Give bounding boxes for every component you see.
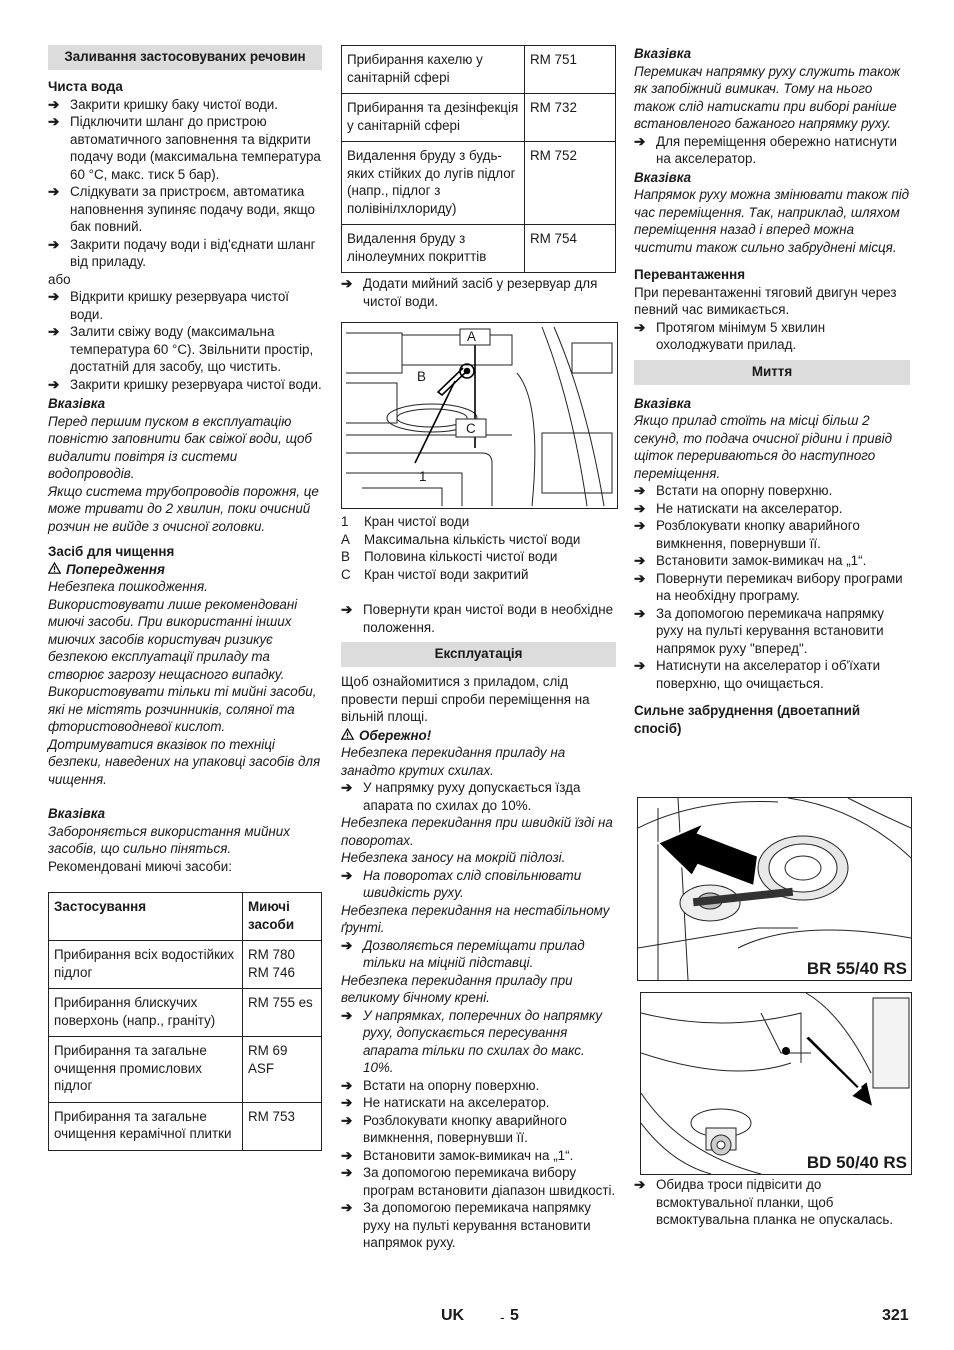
figure-bd-50-40-rs bbox=[640, 992, 912, 1175]
figure-label-c: C bbox=[466, 421, 476, 436]
step-add-detergent bbox=[341, 275, 616, 310]
caution-step bbox=[341, 1007, 616, 1077]
list-item: ➔ Обидва троси підвісити до всмоктувальної планки, щоб всмоктувальна планка не опускалась. bbox=[634, 1176, 910, 1229]
list-item: ➔ Розблокувати кнопку аварийного вимкнення, повернувши її. bbox=[341, 1112, 616, 1147]
detergent-table bbox=[48, 892, 322, 1151]
legend-key: 1 bbox=[341, 514, 349, 529]
overload-text: При перевантаженні тяговий двигун через певний час вимикається. bbox=[634, 284, 897, 317]
list-item: ➔ Відкрити кришку резервуара чистої води. bbox=[48, 288, 322, 323]
list-item: ➔ Закрити подачу води і від'єднати шланг від приладу. bbox=[48, 236, 322, 271]
list-item: ➔ Встати на опорну поверхню. bbox=[341, 1077, 616, 1095]
note-step bbox=[634, 133, 910, 168]
table-row bbox=[49, 1037, 322, 1103]
column-2 bbox=[341, 45, 616, 1252]
table-header-cell: Миючі засоби bbox=[243, 893, 322, 941]
warning-text: Небезпека пошкодження. bbox=[48, 579, 208, 594]
table-row bbox=[342, 94, 616, 142]
table-cell: RM 755 es bbox=[243, 989, 322, 1037]
legend-item bbox=[341, 548, 616, 566]
washing-steps bbox=[634, 482, 910, 692]
operation-steps bbox=[341, 1077, 616, 1252]
list-item: ➔ Встати на опорну поверхню. bbox=[634, 482, 910, 500]
machine-illustration-bd bbox=[641, 993, 911, 1174]
legend-item bbox=[341, 513, 616, 531]
list-item: ➔ Слідкувати за пристроєм, автоматика наповнення зупиняє подачу води, якщо бак повний. bbox=[48, 183, 322, 236]
caution-text: Небезпека перекидання при швидкій їзді на поворотах. bbox=[341, 815, 613, 848]
step-turn-tap bbox=[341, 601, 616, 636]
note-title: Вказівка bbox=[634, 169, 692, 185]
legend-text: Максимальна кількість чистої води bbox=[364, 531, 581, 547]
clean-water-steps-b bbox=[48, 288, 322, 393]
note-text: Перед першим пуском в експлуатацію повністю заповнити бак свіжої води, щоб видалити повітря із системи водопроводів. bbox=[48, 413, 312, 481]
table-cell: Видалення бруду з лінолеумних покриттів bbox=[342, 225, 525, 273]
list-item: ➔ У напрямку руху допускається їзда апарата по схилах до 10%. bbox=[341, 779, 616, 814]
list-item: ➔ На поворотах слід сповільнювати швидкість руху. bbox=[341, 867, 616, 902]
subheading-clean-water: Чиста вода bbox=[48, 79, 123, 94]
figure-legend bbox=[341, 513, 616, 583]
note-text: Напрямок руху можна змінювати також під час переміщення. Так, наприклад, шляхом переміщення назад і вперед можна чистити також сильно забруднені місця. bbox=[634, 187, 910, 255]
caution-step bbox=[341, 867, 616, 902]
list-item: ➔ Повернути перемикач вибору програми на необхідну програму. bbox=[634, 570, 910, 605]
table-cell: RM 69 ASF bbox=[243, 1037, 322, 1103]
legend-text: Половина кількості чистої води bbox=[364, 549, 558, 564]
list-item: ➔ За допомогою перемикача напрямку руху на пульті керування встановити напрямок руху. bbox=[341, 1199, 616, 1252]
note-text: Перемикач напрямку руху служить також як запобіжний вимикач. Тому на нього також слід натискати при виборі раніше встановленого бажаного напрямку руху. bbox=[634, 63, 900, 131]
list-item: ➔ Закрити кришку баку чистої води. bbox=[48, 96, 322, 114]
warning-triangle-icon bbox=[341, 727, 354, 745]
figure-br-55-40-rs bbox=[637, 797, 912, 981]
warning-heading bbox=[48, 561, 322, 579]
figure-label: BR 55/40 RS bbox=[806, 958, 907, 978]
legend-key: C bbox=[341, 566, 351, 582]
caution-step bbox=[341, 779, 616, 814]
footer-page-local: 5 bbox=[510, 1307, 519, 1324]
overload-step bbox=[634, 319, 910, 354]
table-cell: RM 754 bbox=[525, 225, 616, 273]
legend-key: B bbox=[341, 549, 350, 564]
recommended-text: Рекомендовані миючі засоби: bbox=[48, 858, 232, 874]
table-cell: RM 732 bbox=[525, 94, 616, 142]
note-text: Якщо прилад стоїть на місці більш 2 секунд, то подача очисної рідини і привід щіток перериваються до наступного переміщення. bbox=[634, 413, 892, 481]
footer-page-number: 321 bbox=[882, 1307, 909, 1324]
list-item: ➔ Залити свіжу воду (максимальна температура 60 °C). Звільнити простір, достатній для засобу, що чистить. bbox=[48, 323, 322, 376]
section-heading-operation: Експлуатація bbox=[341, 642, 616, 667]
list-item: ➔ Додати мийний засіб у резервуар для чистої води. bbox=[341, 275, 616, 310]
list-item: ➔ Протягом мінімум 5 хвилин охолоджувати прилад. bbox=[634, 319, 910, 354]
subheading-detergent: Засіб для чищення bbox=[48, 544, 175, 559]
caution-step bbox=[341, 937, 616, 972]
table-row bbox=[49, 1102, 322, 1150]
table-row bbox=[49, 941, 322, 989]
list-item: ➔ Підключити шланг до пристрою автоматичного заповнення та відкрити подачу води (максимальна температура 60 °C, макс. тиск 5 бар). bbox=[48, 113, 322, 183]
caution-heading bbox=[341, 727, 616, 745]
table-row bbox=[342, 46, 616, 94]
note-text: Якщо система трубопроводів порожня, це може тривати до 2 хвилин, поки очисний розчин не вийде з очисної головки. bbox=[48, 483, 319, 534]
list-item: ➔ Не натискати на акселератор. bbox=[341, 1094, 616, 1112]
table-row bbox=[342, 225, 616, 273]
footer-separator: - bbox=[500, 1309, 505, 1325]
list-item: ➔ Закрити кришку резервуара чистої води. bbox=[48, 376, 322, 394]
caution-text: Небезпека перекидання на нестабільному ґрунті. bbox=[341, 902, 610, 935]
footer-lang: UK bbox=[441, 1307, 465, 1324]
caution-text: Небезпека перекидання приладу на занадто крутих схилах. bbox=[341, 745, 566, 778]
clean-water-steps-a bbox=[48, 96, 322, 271]
legend-item bbox=[341, 566, 616, 584]
caution-title: Обережно! bbox=[359, 727, 432, 743]
table-row bbox=[342, 142, 616, 225]
section-heading-washing: Миття bbox=[634, 360, 910, 385]
table-cell: Прибирання та загальне очищення керамічної плитки bbox=[49, 1102, 243, 1150]
or-text: або bbox=[48, 271, 71, 287]
detergent-table-continued bbox=[341, 45, 616, 273]
list-item: ➔ Повернути кран чистої води в необхідне положення. bbox=[341, 601, 616, 636]
subheading-overload: Перевантаження bbox=[634, 267, 746, 282]
column-3-bottom bbox=[634, 1176, 910, 1229]
operation-intro: Щоб ознайомитися з приладом, слід провести перші спроби переміщення на вільній площі. bbox=[341, 674, 590, 724]
note-title: Вказівка bbox=[48, 396, 106, 411]
note-title: Вказівка bbox=[634, 46, 692, 61]
list-item: ➔ Встановити замок-вимикач на „1“. bbox=[634, 552, 910, 570]
figure-label-1: 1 bbox=[419, 469, 427, 484]
warning-text: Використовувати лише рекомендовані миючі засоби. При використанні інших миючих засобів користувач ризикує безпекою експлуатації приладу та створює загрозу нещасного випадку. bbox=[48, 596, 298, 682]
list-item: ➔ Встановити замок-вимикач на „1“. bbox=[341, 1147, 616, 1165]
caution-text: Небезпека перекидання приладу при великому бічному крені. bbox=[341, 972, 573, 1005]
table-cell: Видалення бруду з будь-яких стійких до лугів підлог (напр., підлог з полівінілхлориду) bbox=[342, 142, 525, 225]
column-1 bbox=[48, 45, 322, 1151]
subheading-heavy-soiling: Сильне забруднення (двоетапний спосіб) bbox=[634, 703, 861, 736]
list-item: ➔ За допомогою перемикача вибору програм встановити діапазон швидкості. bbox=[341, 1164, 616, 1199]
figure-label-b: B bbox=[417, 369, 426, 384]
machine-illustration-br bbox=[638, 798, 911, 980]
figure-label-a: A bbox=[467, 329, 476, 344]
note-title: Вказівка bbox=[48, 806, 106, 821]
table-cell: Прибирання кахелю у санітарній сфері bbox=[342, 46, 525, 94]
warning-text: Дотримуватися вказівок по техніці безпеки, наведених на упаковці засобів для чищення. bbox=[48, 736, 321, 787]
list-item: ➔ Дозволяється переміщати прилад тільки на міцній підставці. bbox=[341, 937, 616, 972]
table-cell: RM 753 bbox=[243, 1102, 322, 1150]
legend-text: Кран чистої води bbox=[364, 514, 470, 529]
tap-illustration bbox=[342, 323, 617, 508]
caution-text: Небезпека заносу на мокрій підлозі. bbox=[341, 850, 566, 865]
warning-title: Попередження bbox=[66, 561, 165, 577]
table-cell: RM 780 RM 746 bbox=[243, 941, 322, 989]
legend-text: Кран чистої води закритий bbox=[364, 566, 529, 582]
table-cell: RM 752 bbox=[525, 142, 616, 225]
table-cell: Прибирання всіх водостійких підлог bbox=[49, 941, 243, 989]
legend-key: A bbox=[341, 531, 350, 547]
warning-triangle-icon bbox=[48, 561, 61, 579]
note-text: Забороняється використання мийних засобів, що сильно піняться. bbox=[48, 823, 290, 856]
table-row bbox=[49, 989, 322, 1037]
final-step bbox=[634, 1176, 910, 1229]
list-item: ➔ У напрямках, поперечних до напрямку руху, допускається пересування апарата тільки по схилах до макс. 10%. bbox=[341, 1007, 616, 1077]
list-item: ➔ Не натискати на акселератор. bbox=[634, 500, 910, 518]
list-item: ➔ Для переміщення обережно натиснути на акселератор. bbox=[634, 133, 910, 168]
column-3 bbox=[634, 45, 910, 737]
legend-item bbox=[341, 531, 616, 549]
table-cell: Прибирання та дезінфекція у санітарній сфері bbox=[342, 94, 525, 142]
figure-label: BD 50/40 RS bbox=[806, 1152, 907, 1172]
tap-figure bbox=[341, 322, 618, 509]
list-item: ➔ Натиснути на акселератор і об'їхати поверхню, що очищається. bbox=[634, 657, 910, 692]
table-header-cell: Застосування bbox=[49, 893, 243, 941]
list-item: ➔ За допомогою перемикача напрямку руху на пульті керування встановити напрямок руху "вперед". bbox=[634, 605, 910, 658]
warning-text: Використовувати тільки ті мийні засоби, які не містять розчинників, соляної та фтористоводневої кислот. bbox=[48, 684, 317, 734]
list-item: ➔ Розблокувати кнопку аварийного вимкнення, повернувши її. bbox=[634, 517, 910, 552]
table-header-row bbox=[49, 893, 322, 941]
table-cell: Прибирання блискучих поверхонь (напр., граніту) bbox=[49, 989, 243, 1037]
note-title: Вказівка bbox=[634, 395, 692, 411]
table-cell: RM 751 bbox=[525, 46, 616, 94]
section-heading-filling: Заливання застосовуваних речовин bbox=[48, 45, 322, 70]
table-cell: Прибирання та загальне очищення промислових підлог bbox=[49, 1037, 243, 1103]
